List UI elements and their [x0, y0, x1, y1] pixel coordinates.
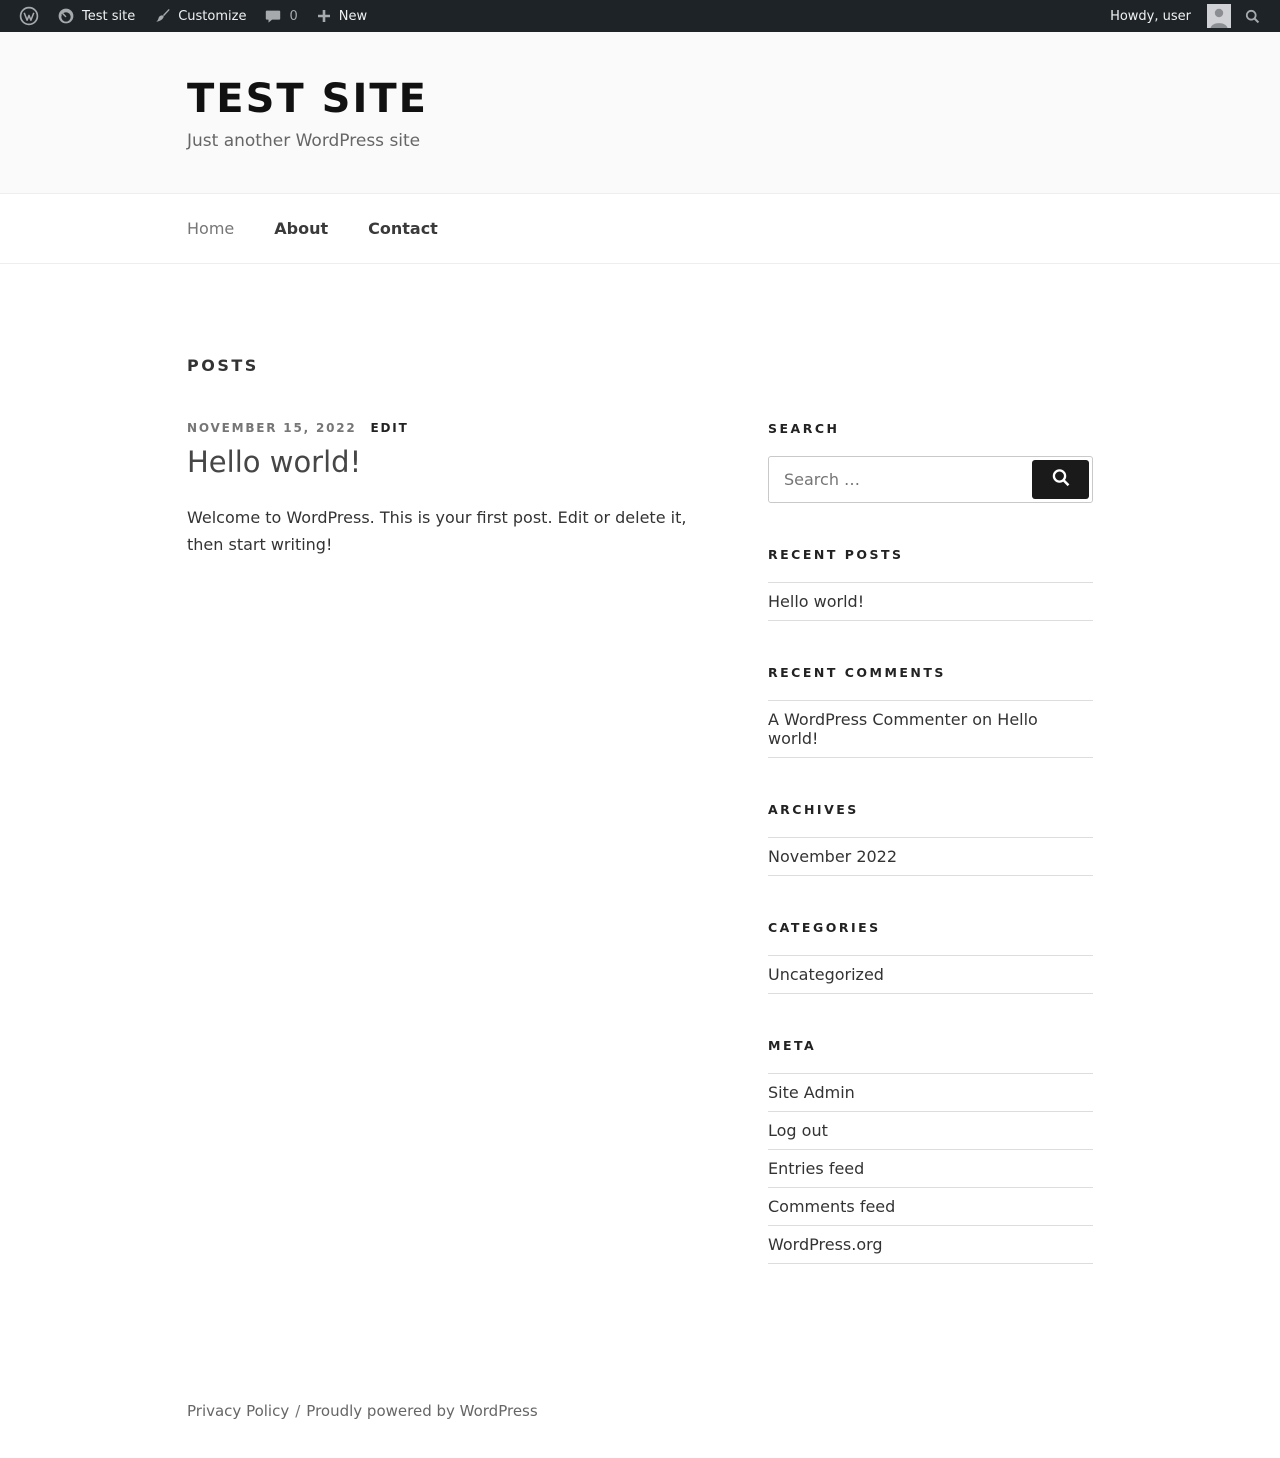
plus-icon	[316, 8, 332, 24]
sidebar	[768, 421, 1093, 1264]
list-item	[768, 838, 1093, 876]
privacy-policy-link[interactable]: Privacy Policy	[187, 1402, 290, 1420]
search-submit-button[interactable]	[1032, 460, 1089, 499]
meta-wordpress-org-link[interactable]: WordPress.org	[768, 1235, 883, 1254]
wordpress-logo-menu[interactable]	[10, 0, 48, 32]
admin-bar-customize-label: Customize	[178, 8, 247, 24]
search-icon	[1050, 467, 1072, 492]
main-navigation	[0, 193, 1280, 264]
nav-item-about[interactable]: About	[274, 219, 329, 238]
search-widget	[768, 421, 1093, 503]
search-icon	[1244, 8, 1261, 25]
nav-item-contact[interactable]: Contact	[368, 219, 438, 238]
avatar	[1207, 4, 1231, 28]
meta-entries-feed-link[interactable]: Entries feed	[768, 1159, 865, 1178]
admin-bar-comment-count: 0	[289, 8, 298, 24]
admin-bar	[0, 0, 1280, 32]
footer-separator: /	[295, 1402, 301, 1420]
list-item	[768, 701, 1093, 758]
powered-by-link[interactable]: Proudly powered by WordPress	[306, 1402, 538, 1420]
admin-bar-customize[interactable]	[144, 0, 255, 32]
admin-bar-howdy-text: Howdy, user	[1110, 8, 1191, 24]
categories-widget	[768, 920, 1093, 994]
meta-log-out-link[interactable]: Log out	[768, 1121, 828, 1140]
category-link[interactable]: Uncategorized	[768, 965, 884, 984]
archive-link[interactable]: November 2022	[768, 847, 898, 866]
post-title-link[interactable]: Hello world!	[187, 445, 362, 479]
wordpress-logo-icon	[19, 6, 39, 26]
recent-comments-widget	[768, 665, 1093, 758]
post-date[interactable]: NOVEMBER 15, 2022	[187, 421, 357, 435]
post-body: Welcome to WordPress. This is your first post. Edit or delete it, then start writing!	[187, 508, 687, 554]
admin-bar-comments[interactable]	[255, 0, 306, 32]
site-footer	[0, 1402, 1280, 1458]
meta-site-admin-link[interactable]: Site Admin	[768, 1083, 855, 1102]
recent-posts-widget	[768, 547, 1093, 621]
post-edit-link[interactable]: EDIT	[370, 421, 409, 435]
site-header	[0, 32, 1280, 193]
recent-post-link[interactable]: Hello world!	[768, 592, 865, 611]
admin-bar-new[interactable]	[307, 0, 376, 32]
paintbrush-icon	[153, 7, 171, 25]
meta-widget	[768, 1038, 1093, 1264]
post-article	[187, 421, 712, 558]
comment-post-link[interactable]: Hello world!	[768, 710, 1038, 748]
site-title[interactable]: TEST SITE	[187, 76, 428, 122]
list-item	[768, 1226, 1093, 1264]
categories-title: CATEGORIES	[768, 920, 881, 935]
list-item	[768, 1150, 1093, 1188]
recent-posts-title: RECENT POSTS	[768, 547, 904, 562]
archives-title: ARCHIVES	[768, 802, 859, 817]
search-form	[768, 456, 1093, 503]
list-item	[768, 1074, 1093, 1112]
list-item	[768, 956, 1093, 994]
meta-comments-feed-link[interactable]: Comments feed	[768, 1197, 896, 1216]
comment-bubble-icon	[264, 7, 282, 25]
list-item	[768, 583, 1093, 621]
dashboard-gauge-icon	[57, 7, 75, 25]
list-item	[768, 1188, 1093, 1226]
nav-item-home[interactable]: Home	[187, 219, 235, 238]
admin-bar-search-button[interactable]	[1235, 0, 1270, 32]
admin-bar-new-label: New	[338, 8, 368, 24]
search-widget-title: SEARCH	[768, 421, 840, 436]
recent-comments-title: RECENT COMMENTS	[768, 665, 946, 680]
list-item	[768, 1112, 1093, 1150]
archives-widget	[768, 802, 1093, 876]
comment-author-link[interactable]: A WordPress Commenter	[768, 710, 968, 729]
meta-title: META	[768, 1038, 817, 1053]
search-input[interactable]	[772, 461, 1032, 498]
posts-column	[187, 421, 712, 558]
comment-connector: on	[967, 710, 998, 729]
site-tagline: Just another WordPress site	[187, 131, 421, 151]
page-title: POSTS	[187, 356, 259, 375]
admin-bar-site-name: Test site	[82, 8, 136, 24]
admin-bar-site-link[interactable]	[48, 0, 144, 32]
admin-bar-my-account[interactable]	[1101, 0, 1235, 32]
